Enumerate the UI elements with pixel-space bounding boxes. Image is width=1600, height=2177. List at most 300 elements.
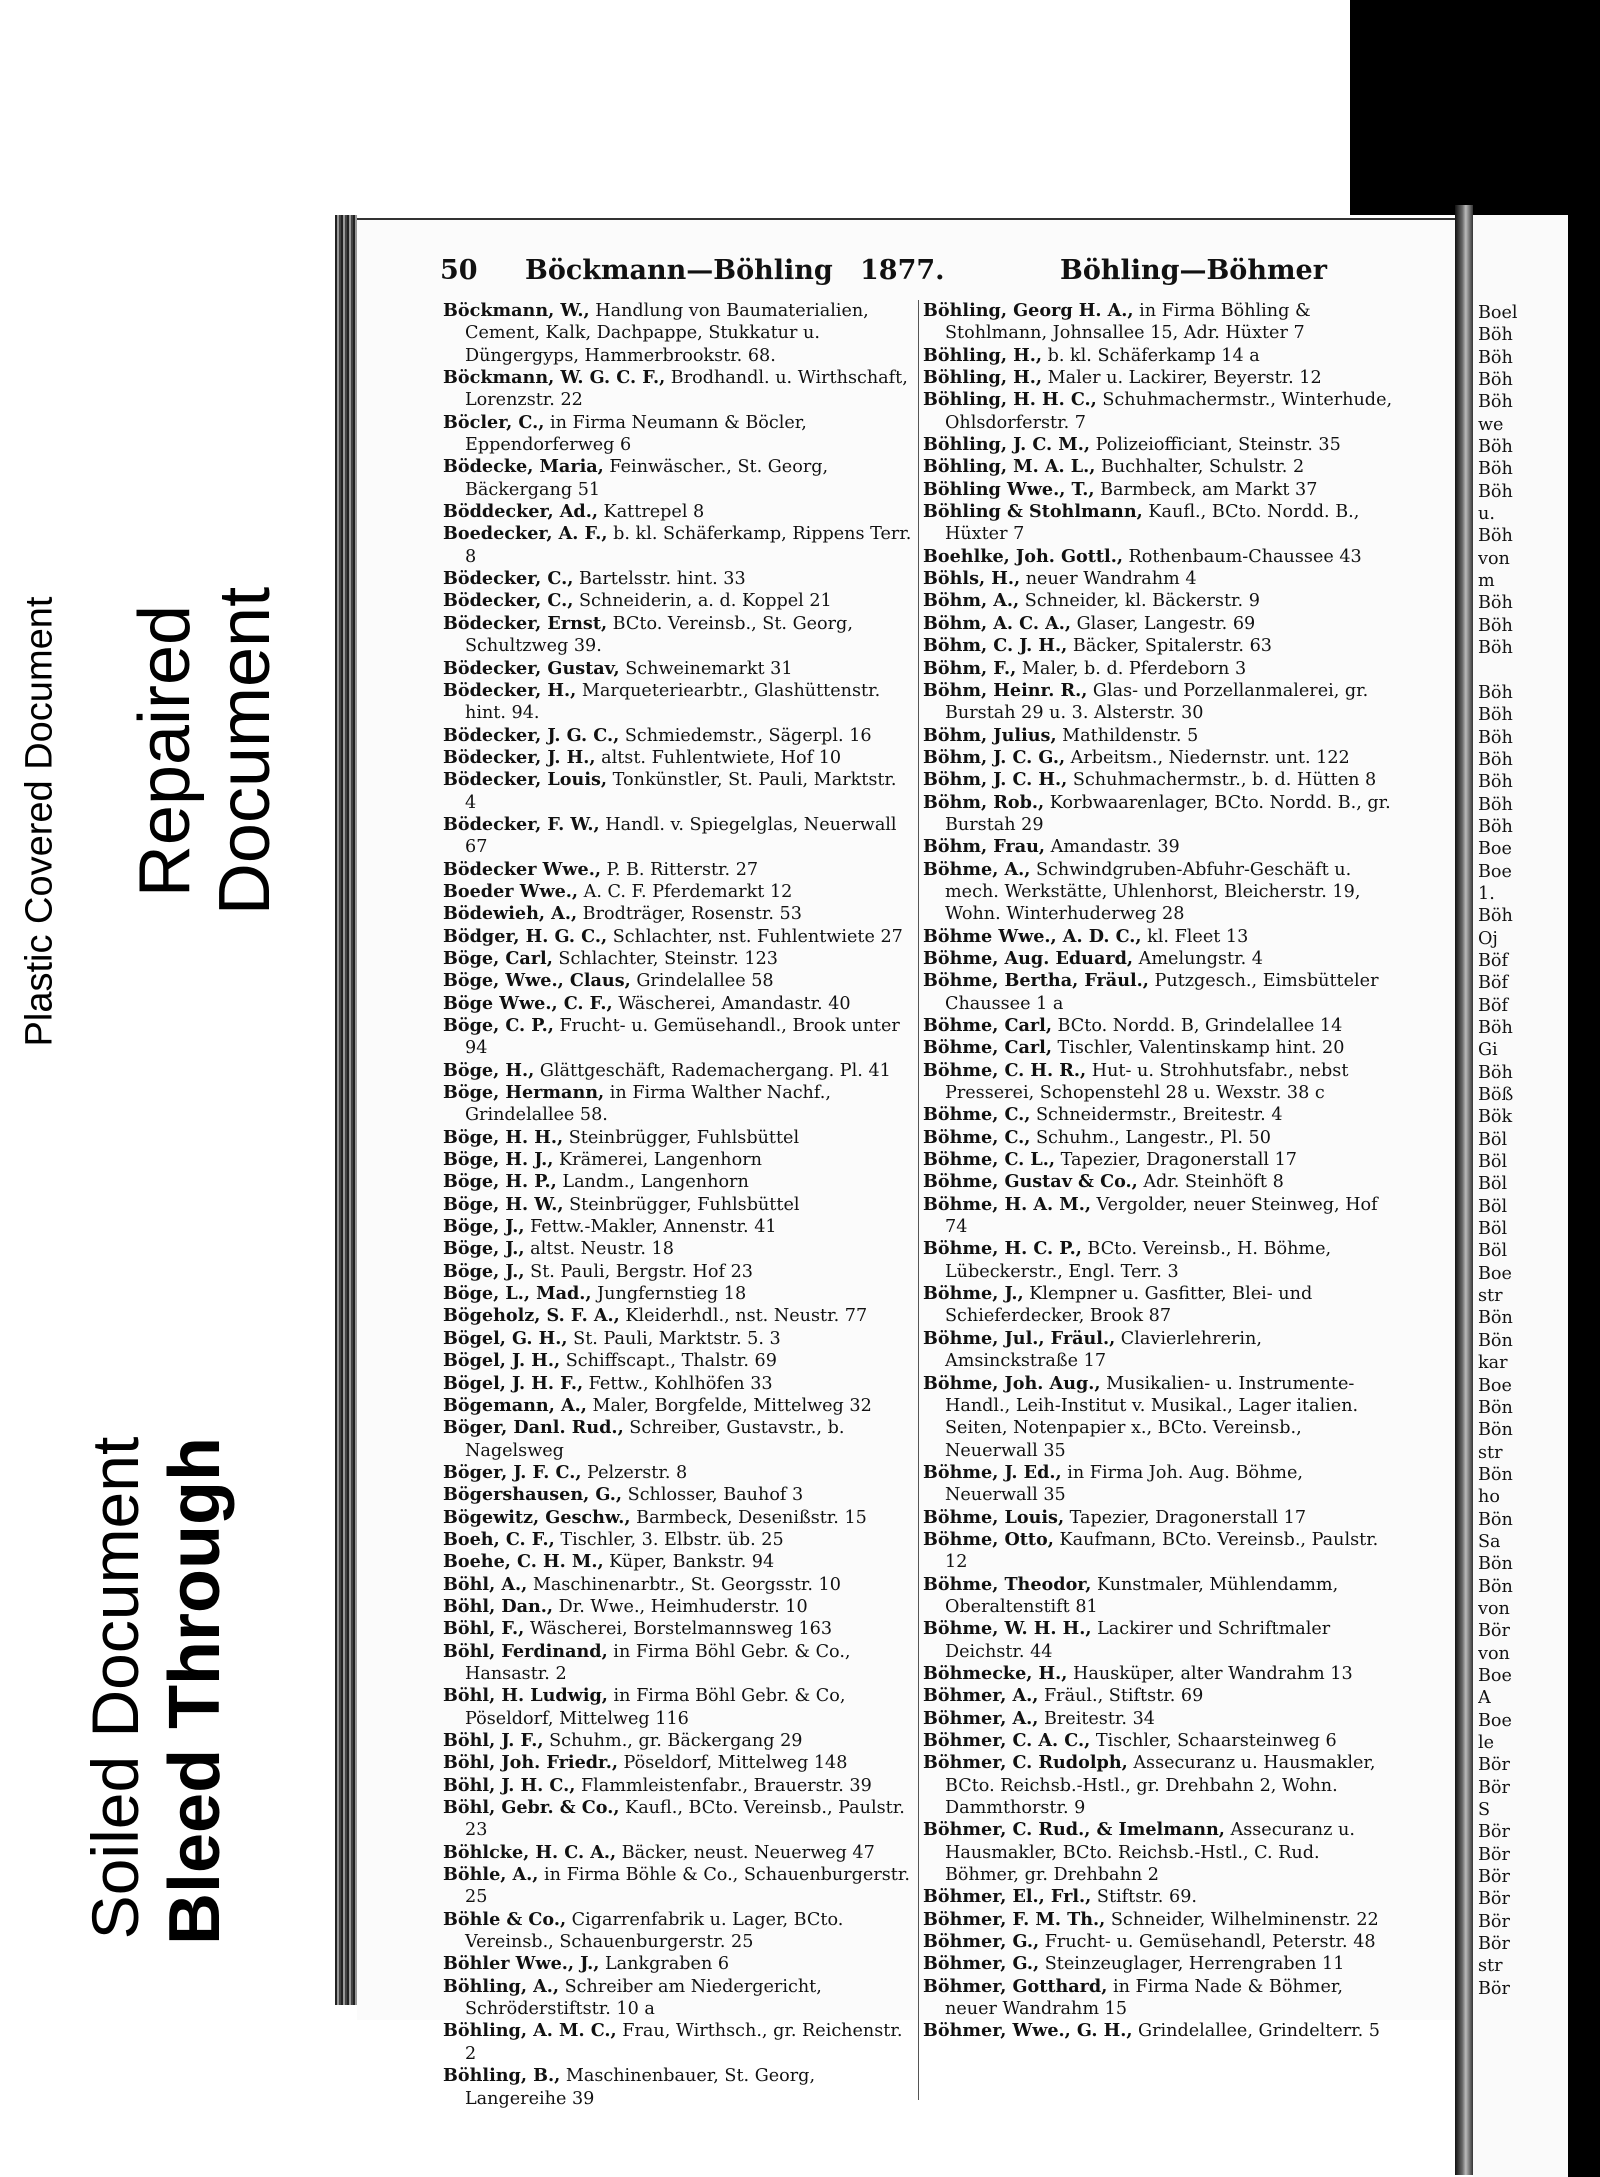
page-number: 50 <box>440 255 478 286</box>
entry-name: Böge, H. W., <box>443 1193 564 1215</box>
directory-entry <box>923 1015 1393 1037</box>
entry-details: Arbeitsm., Niedernstr. unt. 122 <box>1065 747 1350 768</box>
directory-entry <box>923 1886 1393 1908</box>
entry-details: Schwindgruben-Abfuhr-Geschäft u. mech. Werkstätte, Uhlenhorst, Bleicherstr. 19, Wohn. Winterhuderweg 28 <box>945 859 1361 925</box>
entry-details: Schreiber am Niedergericht, Schröderstiftstr. 10 a <box>465 1976 822 2020</box>
next-page-fragment: Böf <box>1478 995 1509 1016</box>
directory-entry <box>923 792 1393 837</box>
next-page-fragment: le <box>1478 1733 1495 1753</box>
entry-name: Böhmer, C. Rudolph, <box>923 1752 1128 1774</box>
entry-details: Putzgesch., Eimsbütteler Chaussee 1 a <box>945 971 1379 1014</box>
entry-name: Böhme, Carl, <box>923 1037 1052 1059</box>
next-page-fragment: Böh <box>1478 459 1513 480</box>
directory-entry <box>443 1373 913 1395</box>
entry-name: Bögeholz, S. F. A., <box>443 1305 620 1327</box>
entry-name: Böge, J., <box>443 1260 525 1282</box>
entry-details: Feinwäscher., St. Georg, Bäckergang 51 <box>465 457 829 500</box>
entry-name: Böhling, M. A. L., <box>923 456 1096 478</box>
directory-entry <box>443 747 913 769</box>
entry-details: Steinzeuglager, Herrengraben 11 <box>1039 1954 1345 1975</box>
entry-details: Barmbeck, Desenißstr. 15 <box>630 1507 867 1528</box>
entry-details: b. kl. Schäferkamp 14 a <box>1041 345 1260 366</box>
entry-details: Assecuranz u. Hausmakler, BCto. Reichsb.-Hstl., gr. Drehbahn 2, Wohn. Dammthorstr. 9 <box>945 1753 1376 1819</box>
directory-entry <box>443 814 913 859</box>
next-page-fragment: von <box>1478 1643 1510 1664</box>
entry-details: Tonkünstler, St. Pauli, Marktstr. 4 <box>465 770 897 813</box>
directory-entry <box>443 859 913 881</box>
directory-entry <box>443 456 913 501</box>
entry-name: Böhm, Frau, <box>923 836 1046 858</box>
next-page-fragment: Böl <box>1478 1152 1508 1173</box>
entry-details: in Firma Nade & Böhmer, neuer Wandrahm 15 <box>945 1976 1343 2020</box>
entry-name: Böhm, J. C. G., <box>923 746 1066 768</box>
entry-name: Böhm, J. C. H., <box>923 769 1068 791</box>
directory-entry <box>923 1283 1393 1328</box>
entry-name: Böhme, H. A. M., <box>923 1193 1091 1215</box>
directory-entry <box>443 1127 913 1149</box>
entry-details: Polizeiofficiant, Steinstr. 35 <box>1090 435 1341 456</box>
entry-name: Böhmer, C. A. C., <box>923 1730 1091 1751</box>
directory-entry <box>443 1060 913 1082</box>
directory-entry <box>923 1685 1393 1707</box>
next-page-fragment: Böh <box>1478 437 1513 458</box>
next-page-fragment: Böf <box>1478 973 1509 994</box>
entry-details: Maler, Borgfelde, Mittelweg 32 <box>586 1395 872 1416</box>
directory-entry <box>443 367 913 412</box>
directory-entry <box>923 1104 1393 1126</box>
next-page-fragment: von <box>1478 548 1510 569</box>
entry-name: Böckmann, W. G. C. F., <box>443 367 666 389</box>
directory-entry <box>443 1238 913 1260</box>
directory-entry <box>443 1350 913 1372</box>
directory-entry <box>443 1953 913 1975</box>
next-page-fragment: Boe <box>1478 861 1512 882</box>
book-page-edges <box>335 215 357 2005</box>
directory-entry <box>923 635 1393 657</box>
entry-details: Schmiedemstr., Sägerpl. 16 <box>619 725 872 746</box>
next-page-fragment: Böl <box>1478 1129 1508 1150</box>
next-page-fragment: Boe <box>1478 1710 1512 1731</box>
directory-entry <box>923 1976 1393 2021</box>
directory-entry <box>443 2065 913 2110</box>
entry-details: BCto. Nordd. B, Grindelallee 14 <box>1051 1016 1343 1036</box>
entry-details: Grindelallee, Grindelterr. 5 <box>1132 2021 1380 2042</box>
entry-name: Böhme, H. C. P., <box>923 1238 1082 1260</box>
directory-entry <box>443 1261 913 1283</box>
entry-name: Böhle, A., <box>443 1864 539 1886</box>
directory-entry <box>923 1149 1393 1171</box>
entry-details: Maschinenbauer, St. Georg, Langereihe 39 <box>465 2066 816 2109</box>
entry-details: BCto. Vereinsb., H. Böhme, Lübeckerstr., Engl. Terr. 3 <box>945 1239 1332 1282</box>
entry-details: Amandastr. 39 <box>1045 837 1180 858</box>
directory-entry <box>443 1216 913 1238</box>
entry-details: Küper, Bankstr. 94 <box>603 1552 775 1573</box>
directory-entry <box>923 725 1393 747</box>
directory-entry <box>923 1819 1393 1886</box>
next-page-fragment: str <box>1478 1286 1503 1307</box>
entry-details: Schlosser, Bauhof 3 <box>622 1485 804 1506</box>
repaired-label-line2: Document <box>205 586 285 916</box>
directory-entry <box>923 1507 1393 1529</box>
entry-name: Böhmer, C. Rud., & Imelmann, <box>923 1819 1225 1841</box>
entry-name: Böge, Wwe., Claus, <box>443 970 631 992</box>
entry-details: altst. Neustr. 18 <box>524 1239 674 1260</box>
entry-name: Böhme, C. H. R., <box>923 1059 1087 1081</box>
directory-entry <box>923 658 1393 680</box>
directory-entry <box>443 1305 913 1327</box>
next-page-fragment: Bör <box>1478 1621 1510 1642</box>
entry-name: Böhls, H., <box>923 568 1021 590</box>
entry-name: Böhmer, A., <box>923 1685 1039 1707</box>
entry-name: Böhling, H. H. C., <box>923 389 1097 411</box>
entry-details: Stiftstr. 69. <box>1091 1887 1197 1908</box>
next-page-fragment: Bör <box>1478 1934 1510 1955</box>
entry-name: Bödewieh, A., <box>443 903 578 925</box>
next-page-fragment: Böh <box>1478 705 1513 726</box>
entry-name: Böhme Wwe., A. D. C., <box>923 925 1142 947</box>
entry-details: Kattrepel 8 <box>597 502 705 523</box>
soiled-document-label: Soiled Document <box>78 1436 152 1940</box>
entry-details: Bäcker, neust. Neuerweg 47 <box>616 1842 875 1863</box>
entry-details: Breitestr. 34 <box>1038 1708 1155 1729</box>
directory-entry <box>923 300 1393 345</box>
directory-entry <box>923 970 1393 1015</box>
directory-entry <box>443 769 913 814</box>
entry-name: Boehlke, Joh. Gottl., <box>923 545 1123 567</box>
directory-entry <box>443 2020 913 2065</box>
next-page-fragment: Böl <box>1478 1196 1508 1217</box>
directory-entry <box>443 613 913 658</box>
directory-entry <box>923 1730 1393 1752</box>
entry-name: Bödecker Wwe., <box>443 858 601 880</box>
entry-details: altst. Fuhlentwiete, Hof 10 <box>595 747 842 768</box>
scan-right-shadow <box>1568 215 1600 2177</box>
directory-entry <box>443 881 913 903</box>
entry-name: Bögewitz, Geschw., <box>443 1506 631 1528</box>
next-page-fragment: Böh <box>1478 727 1513 748</box>
next-page-fragment: Böh <box>1478 615 1513 636</box>
entry-details: b. kl. Schäferkamp, Rippens Terr. 8 <box>465 524 912 567</box>
directory-entry <box>443 568 913 590</box>
entry-name: Böhl, Dan., <box>443 1595 554 1617</box>
entry-name: Bödecker, H., <box>443 679 577 701</box>
next-page-fragment: Bön <box>1478 1397 1513 1418</box>
entry-details: in Firma Joh. Aug. Böhme, Neuerwall 35 <box>945 1462 1303 1506</box>
next-page-fragment: Böh <box>1478 370 1513 391</box>
entry-details: Fettw., Kohlhöfen 33 <box>583 1373 773 1394</box>
directory-entry <box>923 479 1393 501</box>
directory-entry <box>923 546 1393 568</box>
entry-name: Böge, Carl, <box>443 947 553 969</box>
entry-details: Mathildenstr. 5 <box>1056 725 1199 746</box>
next-page-fragment: Böh <box>1478 481 1513 502</box>
entry-details: Glaser, Langestr. 69 <box>1071 613 1256 634</box>
repaired-label-line1: Repaired <box>125 604 205 898</box>
next-page-fragment: Böh <box>1478 906 1513 927</box>
entry-details: kl. Fleet 13 <box>1141 926 1249 947</box>
directory-entry <box>923 1708 1393 1730</box>
next-page-fragment: Bön <box>1478 1420 1513 1441</box>
next-page-fragment: Bör <box>1478 1844 1510 1865</box>
entry-name: Böhme, Theodor, <box>923 1573 1092 1595</box>
entry-details: Handl. v. Spiegelglas, Neuerwall 67 <box>465 814 897 858</box>
next-page-fragment: Boe <box>1478 1263 1512 1284</box>
entry-name: Bödger, H. G. C., <box>443 925 608 947</box>
entry-details: Pöseldorf, Mittelweg 148 <box>617 1753 848 1774</box>
entry-name: Bödecker, Gustav, <box>443 657 620 679</box>
next-page-fragment: ho <box>1478 1487 1500 1508</box>
entry-name: Böhme, Gustav & Co., <box>923 1171 1138 1193</box>
next-page-fragment: Sa <box>1478 1531 1501 1552</box>
entry-name: Böhme, C., <box>923 1126 1031 1148</box>
entry-name: Boeh, C. F., <box>443 1528 555 1550</box>
entry-name: Böge, Hermann, <box>443 1082 605 1104</box>
directory-entry <box>443 680 913 725</box>
directory-entry <box>443 970 913 992</box>
entry-details: Glättgeschäft, Rademachergang. Pl. 41 <box>534 1060 891 1081</box>
next-page-fragment: Bör <box>1478 1755 1510 1776</box>
next-page-fragments <box>1478 302 1568 2000</box>
entry-details: Maler, b. d. Pferdeborn 3 <box>1016 658 1247 679</box>
directory-entry <box>923 1909 1393 1931</box>
next-page-fragment: 1. <box>1478 883 1495 904</box>
directory-entry <box>923 1931 1393 1953</box>
directory-entry <box>923 590 1393 612</box>
entry-name: Bögemann, A., <box>443 1394 587 1416</box>
directory-entry <box>443 300 913 367</box>
directory-entry <box>443 1507 913 1529</box>
entry-details: Schweinemarkt 31 <box>619 658 793 679</box>
directory-entry <box>923 1194 1393 1239</box>
next-page-fragment: Bör <box>1478 1777 1510 1798</box>
directory-entry <box>443 926 913 948</box>
directory-entry <box>443 523 913 568</box>
entry-details: Schneidermstr., Breitestr. 4 <box>1030 1105 1283 1126</box>
entry-details: Hausküper, alter Wandrahm 13 <box>1067 1663 1353 1684</box>
entry-details: Frau, Wirthsch., gr. Reichenstr. 2 <box>465 2021 903 2064</box>
entry-details: in Firma Böhl Gebr. & Co, Pöseldorf, Mittelweg 116 <box>465 1686 846 1729</box>
next-page-fragment: Böh <box>1478 1018 1513 1038</box>
entry-name: Böhmer, Wwe., G. H., <box>923 2020 1133 2042</box>
directory-entry <box>443 1194 913 1216</box>
directory-entry <box>923 568 1393 590</box>
entry-name: Böhling, A., <box>443 1975 560 1997</box>
next-page-fragment: Bör <box>1478 1867 1510 1888</box>
entry-details: Tapezier, Dragonerstall 17 <box>1064 1507 1307 1528</box>
directory-entry <box>443 1574 913 1596</box>
directory-entry <box>923 1171 1393 1193</box>
directory-entry <box>443 1775 913 1797</box>
entry-name: Böhme, A., <box>923 858 1031 880</box>
directory-entry <box>923 926 1393 948</box>
entry-name: Böhm, Heinr. R., <box>923 679 1088 701</box>
entry-details: Tischler, Schaarsteinweg 6 <box>1090 1731 1337 1751</box>
entry-name: Böhmer, G., <box>923 1931 1040 1953</box>
next-page-fragment: Böl <box>1478 1219 1508 1240</box>
directory-entry <box>443 725 913 747</box>
directory-entry <box>923 836 1393 858</box>
next-page-fragment: Bör <box>1478 1978 1510 1999</box>
next-page-fragment: Böl <box>1478 1241 1508 1262</box>
directory-entry <box>443 1015 913 1060</box>
entry-name: Böhl, J. H. C., <box>443 1774 576 1796</box>
directory-entry <box>443 590 913 612</box>
next-page-fragment: str <box>1478 1956 1503 1977</box>
next-page-fragment: Böh <box>1478 347 1513 368</box>
entry-details: Marqueteriearbtr., Glashüttenstr. hint. 94. <box>465 680 881 724</box>
directory-entry <box>923 367 1393 389</box>
entry-name: Boeder Wwe., <box>443 880 579 902</box>
next-page-fragment <box>1478 660 1568 682</box>
entry-details: Schuhmachermstr., b. d. Hütten 8 <box>1067 770 1377 791</box>
directory-entry <box>443 948 913 970</box>
entry-details: Schneiderin, a. d. Koppel 21 <box>573 591 832 612</box>
entry-details: Fettw.-Makler, Annenstr. 41 <box>524 1217 777 1238</box>
entry-name: Böhler Wwe., J., <box>443 1953 600 1975</box>
directory-entry <box>443 1149 913 1171</box>
directory-entry <box>443 1730 913 1752</box>
entry-name: Bögershausen, G., <box>443 1484 623 1506</box>
entry-details: Tapezier, Dragonerstall 17 <box>1055 1150 1297 1171</box>
directory-entry <box>923 1752 1393 1819</box>
directory-entry <box>923 769 1393 791</box>
entry-details: Krämerei, Langenhorn <box>553 1150 762 1171</box>
directory-entry <box>923 1037 1393 1059</box>
entry-details: Hut- u. Strohhutsfabr., nebst Presserei, Schopenstehl 28 u. Wexstr. 38 c <box>945 1060 1349 1104</box>
directory-entry <box>443 1395 913 1417</box>
directory-entry <box>923 613 1393 635</box>
entry-name: Bödecker, C., <box>443 590 574 612</box>
directory-entry <box>923 501 1393 546</box>
entry-name: Bödecker, J. G. C., <box>443 724 620 746</box>
next-page-fragment: Böh <box>1478 749 1513 770</box>
entry-details: Steinbrügger, Fuhlsbüttel <box>563 1194 800 1215</box>
entry-details: Korbwaarenlager, BCto. Nordd. B., gr. Burstah 29 <box>945 792 1391 835</box>
entry-name: Böhl, Ferdinand, <box>443 1640 608 1662</box>
next-page-fragment: S <box>1478 1800 1491 1821</box>
directory-entry <box>443 1641 913 1686</box>
entry-name: Böge, J., <box>443 1238 525 1260</box>
directory-entry <box>923 2020 1393 2042</box>
next-page-fragment: str <box>1478 1442 1503 1463</box>
entry-details: Brodträger, Rosenstr. 53 <box>577 904 802 925</box>
directory-entry <box>923 434 1393 456</box>
next-page-fragment: Böl <box>1478 1174 1508 1195</box>
year-heading: 1877. <box>860 255 945 286</box>
next-page-fragment: Oj <box>1478 928 1498 949</box>
entry-name: Böhme, C. L., <box>923 1149 1056 1171</box>
directory-entry <box>443 1551 913 1573</box>
entry-name: Boedecker, A. F., <box>443 523 608 545</box>
entry-name: Böhlcke, H. C. A., <box>443 1841 617 1863</box>
directory-entry <box>443 412 913 457</box>
entry-details: neuer Wandrahm 4 <box>1020 569 1197 590</box>
entry-details: Schneider, kl. Bäckerstr. 9 <box>1019 591 1260 612</box>
next-page-fragment: Böh <box>1478 816 1513 837</box>
directory-entry <box>443 1328 913 1350</box>
next-page-fragment: Böh <box>1478 638 1513 659</box>
entry-name: Böhm, A., <box>923 590 1020 612</box>
entry-name: Böhling & Stohlmann, <box>923 501 1143 523</box>
entry-name: Böhl, F., <box>443 1618 525 1640</box>
left-range-heading: Böckmann—Böhling <box>525 255 833 286</box>
entry-name: Böhm, F., <box>923 657 1017 679</box>
entry-name: Böge, L., Mad., <box>443 1283 592 1305</box>
directory-entry <box>923 1618 1393 1663</box>
entry-name: Böge, J., <box>443 1216 525 1238</box>
next-page-fragment: Bön <box>1478 1308 1513 1329</box>
entry-details: in Firma Böhl Gebr. & Co., Hansastr. 2 <box>465 1641 851 1684</box>
entry-details: Lackirer und Schriftmaler Deichstr. 44 <box>945 1619 1331 1662</box>
entry-name: Böhling, J. C. M., <box>923 434 1090 456</box>
entry-details: Kaufl., BCto. Vereinsb., Paulstr. 23 <box>465 1798 905 1841</box>
directory-entry <box>443 1171 913 1193</box>
entry-name: Böcler, C., <box>443 411 545 433</box>
entry-details: Schiffscapt., Thalstr. 69 <box>560 1351 777 1372</box>
directory-entry <box>923 747 1393 769</box>
entry-name: Böhle & Co., <box>443 1908 567 1930</box>
directory-entry <box>923 389 1393 434</box>
directory-entry <box>443 658 913 680</box>
next-page-fragment: Böf <box>1478 950 1509 971</box>
entry-details: Tischler, 3. Elbstr. üb. 25 <box>554 1529 784 1550</box>
entry-name: Boehe, C. H. M., <box>443 1551 604 1573</box>
directory-entry <box>443 501 913 523</box>
directory-entry <box>443 1842 913 1864</box>
directory-entry <box>923 1574 1393 1619</box>
scan-top-shadow <box>1350 0 1600 215</box>
entry-details: Landm., Langenhorn <box>556 1172 749 1193</box>
entry-details: Musikalien- u. Instrumente-Handl., Leih-Institut v. Musikal., Lager italien. Seiten, Notenpapier x., BCto. Vereinsb., Neuerwall 35 <box>945 1373 1359 1461</box>
entry-name: Böhmer, F. M. Th., <box>923 1908 1106 1930</box>
next-page-fragment: m <box>1478 571 1495 592</box>
directory-entry <box>443 1417 913 1462</box>
entry-details: in Firma Böhling & Stohlmann, Johnsallee 15, Adr. Hüxter 7 <box>945 301 1311 344</box>
entry-name: Böhl, A., <box>443 1573 528 1595</box>
entry-details: Frucht- u. Gemüsehandl., Brook unter 94 <box>465 1016 900 1059</box>
directory-entry <box>443 1752 913 1774</box>
directory-entry <box>923 1060 1393 1105</box>
next-page-fragment: kar <box>1478 1353 1508 1374</box>
directory-entry <box>443 1618 913 1640</box>
entry-details: Schreiber, Gustavstr., b. Nagelsweg <box>465 1418 845 1461</box>
entry-name: Böger, Danl. Rud., <box>443 1417 624 1439</box>
entry-details: in Firma Böhle & Co., Schauenburgerstr. 25 <box>465 1865 910 1908</box>
entry-details: Kunstmaler, Mühlendamm, Oberaltenstift 81 <box>945 1574 1339 1617</box>
entry-name: Böhmer, El., Frl., <box>923 1886 1092 1908</box>
entry-name: Böhm, Rob., <box>923 791 1045 813</box>
entry-details: Frucht- u. Gemüsehandl, Peterstr. 48 <box>1039 1932 1376 1953</box>
next-page-fragment: Gi <box>1478 1040 1498 1061</box>
directory-entry <box>923 1373 1393 1462</box>
entry-details: P. B. Ritterstr. 27 <box>600 859 759 880</box>
next-page-fragment: u. <box>1478 504 1495 525</box>
directory-entry <box>443 1864 913 1909</box>
entry-details: Assecuranz u. Hausmakler, BCto. Reichsb.-Hstl., C. Rud. Böhmer, gr. Drehbahn 2 <box>945 1820 1355 1886</box>
directory-entry <box>443 1797 913 1842</box>
entry-name: Böhme, Carl, <box>923 1015 1052 1036</box>
entry-details: Bartelsstr. hint. 33 <box>573 569 746 590</box>
entry-name: Böhme, C., <box>923 1104 1031 1126</box>
entry-details: Pelzerstr. 8 <box>581 1462 688 1483</box>
entry-details: Wäscherei, Amandastr. 40 <box>612 993 851 1014</box>
plastic-covered-label: Plastic Covered Document <box>18 596 61 1047</box>
entry-name: Böge, H., <box>443 1059 535 1081</box>
entry-name: Böhmer, G., <box>923 1953 1040 1975</box>
directory-entry <box>443 1082 913 1127</box>
directory-entry <box>923 1462 1393 1507</box>
next-page-fragment: Boe <box>1478 1665 1512 1686</box>
